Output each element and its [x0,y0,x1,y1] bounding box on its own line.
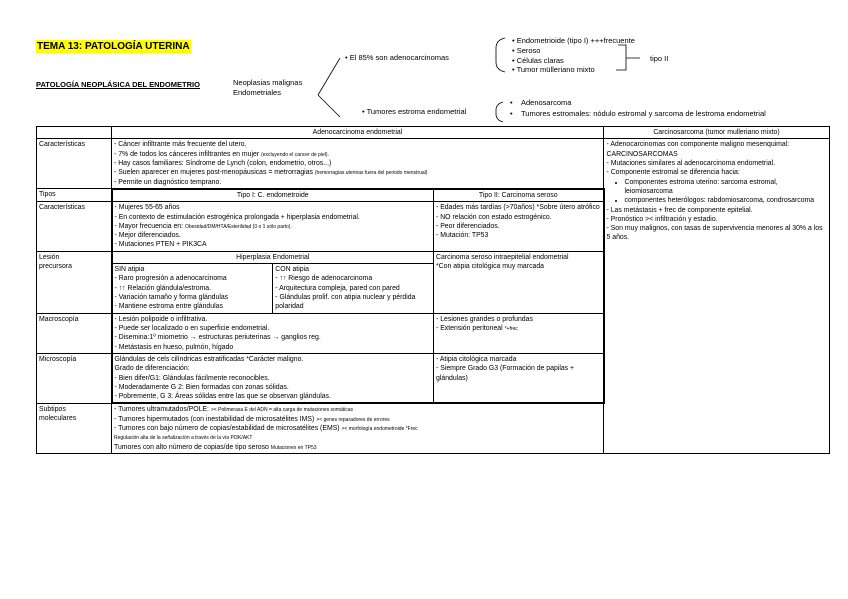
header-carcinosarcoma: Carcinosarcoma (tumor mulleriano mixto) [604,127,830,139]
pathology-table [36,126,830,454]
adeno-general-characteristics: - Cáncer infiltrante más frecuente del utero. - 7% de todos los cánceres infiltrantes en mujer (excluyendo el cancer de piel). - Hay casos familiares: Síndrome de Lynch (colon, endometrio, otros...) - Suelen aparecer en mujeres post-menopáusicas = metrorragias (hemorragias uterinas fuera del periodo menstrual) - Permite un diagnóstico temprano. [112,139,604,189]
diagram-branch-adenocarcinomas: • El 85% son adenocarcinomas [345,53,449,62]
tipo2-microscopia: - Atipia citológica marcada - Siempre Grado G3 (Formación de papilas + glándulas) [434,353,604,403]
tipo2-characteristics: - Edades más tardías (>70años) *Sobre útero atrófico - NO relación con estado estrogénico. - Peor diferenciados. - Mutación: TP53 [434,202,604,252]
diagram-adeno-subtypes: • Endometrioide (tipo I) +++frecuente • Seroso • Células claras • Tumor mülleriano mixto [512,36,635,75]
sin-atipia: SIN atipia - Raro progresión a adenocarcinoma - ↑↑ Relación glándula/estroma. - Variación tamaño y forma glándulas - Mantiene estroma entre glándulas [113,264,274,313]
header-hiperplasia: Hiperplasia Endometrial [113,252,434,264]
tipo1-microscopia: Glándulas de cels cilíndricas estratificadas *Carácter maligno. Grado de diferenciación: - Bien difer/G1: Glándulas fácilmente reconocibles. - Moderadamente G 2: Bien formadas con zonas sólidas. - Pobremente, G 3: Áreas sólidas entre las que se observan glándulas. [112,353,434,403]
page-title: TEMA 13: PATOLOGÍA UTERINA [37,41,190,52]
row-label-microscopia: Microscopía [37,353,112,403]
row-label-tipos: Tipos [37,189,112,202]
tipo1-macroscopia: - Lesión polipoide o infiltrativa. - Puede ser localizado o en superficie endometrial. - Disemina:1º miometrio → estructuras periuterinas → ganglios reg. - Metástasis en hueso, pulmón, hígado [112,313,434,353]
diagram-root: Neoplasias malignas Endometriales [233,78,303,97]
header-adenocarcinoma: Adenocarcinoma endometrial [112,127,604,139]
diagram-branch-estroma: • Tumores estroma endometrial [362,107,467,116]
diagram-estroma-subtypes: • Adenosarcoma • Tumores estromales: nódulo estromal y sarcoma de lestroma endometrial [510,98,766,119]
header-tipo1: Tipo I: C. endometroide [112,189,434,202]
carcinosarcoma-description: - Adenocarcinomas con componente maligno mesenquimal: CARCINOSARCOMAS - Mutaciones similares al adenocarcinoma endometrial. - Componente estromal se diferencia hacia: • Componentes estroma uterino: sarcoma estromal, leiomiosarcoma • componentes heterólogos: rabdomiosarcoma, condrosarcoma - Las metástasis + frec de componente epitelial. - Pronóstico >< infiltración y estadio. - Son muy malignos, con tasas de supervivencia menores al 30% a los 5 años. [604,139,830,454]
subtipos-moleculares: - Tumores ultramutados/POLE: >< Polimerasa E del ADN = alta carga de mutaciones somáticas - Tumores hipermutados (con inestabilidad de microsatélites IMS) >< genes reparadores de errores - Tumores con bajo número de copias/estabilidad de microsatélites (EMS) >< morfología endometroide *Frec Regulación alta de la señalización a través de la vía PI3K/AKT Tumores con alto número de copias/de tipo seroso Mutaciones en TP53 [112,403,604,453]
row-label-lesion-precursora: Lesión precursora [37,251,112,313]
row-label-subtipos: Subtipos moleculares [37,403,112,453]
con-atipia: CON atipia - ↑↑ Riesgo de adenocarcinoma - Arquitectura compleja, pared con pared - Glándulas prolif. con atipia nuclear y pérdida polaridad [275,266,416,311]
hiperplasia-cell [112,251,434,313]
row-label-macroscopia: Macroscopía [37,313,112,353]
section-subtitle: PATOLOGÍA NEOPLÁSICA DEL ENDOMETRIO [36,80,200,89]
header-tipo2: Tipo II: Carcinoma seroso [434,189,604,202]
row-label-caracteristicas-tipos: Características [37,202,112,252]
diagram-tipo2-label: tipo II [650,54,669,63]
tipo1-characteristics: - Mujeres 55-65 años - En contexto de estimulación estrogénica prolongada + hiperplasia endometrial. - Mayor frecuencia en: Obesidad/DM/HTA/Esterilidad (0 o 1 sólo parto). - Mejor diferenciados. - Mutaciones PTEN + PIK3CA [112,202,434,252]
corner-cell [37,127,112,139]
row-label-caracteristicas: Características [37,139,112,189]
tipo2-lesion-precursora: Carcinoma seroso intraepitelial endometrial *Con atipia citológica muy marcada [434,251,604,313]
tipo2-macroscopia: - Lesiones grandes o profundas - Extensión peritoneal *+frec [434,313,604,353]
